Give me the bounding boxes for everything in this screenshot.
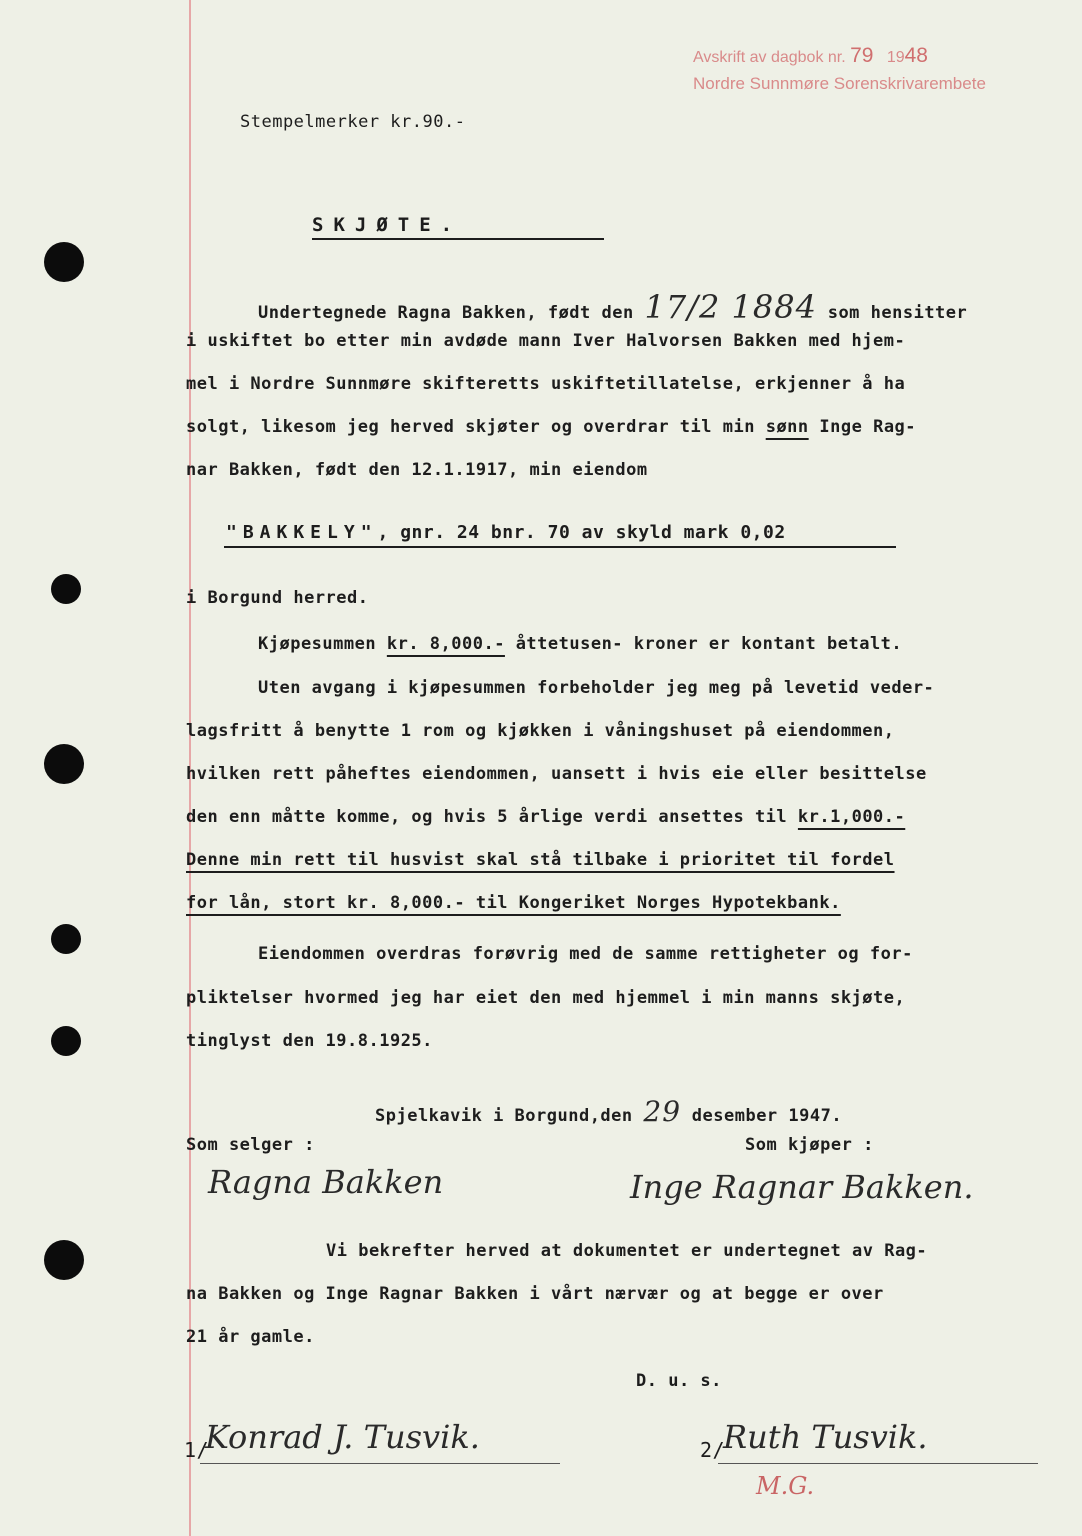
witness-line-3: 21 år gamle. [186,1327,315,1347]
body-line-2: i uskiftet bo etter min avdøde mann Iver Halvorsen Bakken med hjem- [186,331,906,351]
annual-value-amount: kr.1,000.- [797,807,906,827]
witness-line-2: na Bakken og Inge Ragnar Bakken i vårt nærvær og at begge er over [186,1284,884,1304]
body-line-14: for lån, stort kr. 8,000.- til Kongeriket Norges Hypotekbank. [186,893,841,913]
body-line-9: Uten avgang i kjøpesummen forbeholder jeg meg på levetid veder- [258,678,935,698]
punch-hole [44,744,84,784]
punch-hole [51,574,81,604]
registry-stamp [693,44,928,68]
witness-1-signature: Konrad J. Tusvik. [205,1418,480,1456]
stamp-year-prefix: 19 [886,49,905,66]
body-line-11: hvilken rett påheftes eiendommen, uansett i hvis eie eller besittelse [186,764,927,784]
purchase-amount: kr. 8,000.- [386,634,505,654]
body-line-4: solgt, likesom jeg herved skjøter og overdrar til min sønn Inge Rag- [186,417,917,437]
property-name: "BAKKELY" [226,522,378,543]
buyer-signature: Inge Ragnar Bakken. [630,1168,974,1206]
body-line-5: nar Bakken, født den 12.1.1917, min eiendom [186,460,648,480]
stamp-prefix: Avskrift av dagbok nr. [693,49,846,66]
property-underline [224,546,896,548]
witness-2-signature: Ruth Tusvik. [723,1418,928,1456]
witness-2-line [718,1463,1038,1464]
body-line-1: Undertegnede Ragna Bakken, født den 17/2 1884 som hensitter [258,288,968,326]
handwritten-day: 29 [643,1095,682,1128]
seller-signature: Ragna Bakken [208,1163,444,1201]
document-title: SKJØTE. [312,214,604,240]
punch-hole [44,1240,84,1280]
seller-label: Som selger : [186,1135,315,1155]
body-line-12: den enn måtte komme, og hvis 5 årlige verdi ansettes til kr.1,000.- [186,807,906,827]
stamp-number: 79 [850,44,874,67]
body-line-10: lagsfritt å benytte 1 rom og kjøkken i våningshuset på eiendommen, [186,721,895,741]
place-date-line: Spjelkavik i Borgund,den 29 desember 1947. [375,1095,843,1128]
body-line-13: Denne min rett til husvist skal stå tilbake i prioritet til fordel [186,850,895,870]
witness-1-number: 1/ [184,1438,210,1462]
underlined-son: sønn [765,417,809,437]
dus-line: D. u. s. [636,1371,722,1391]
buyer-label: Som kjøper : [745,1135,874,1155]
clerk-initials: M.G. [756,1472,815,1500]
stempelmerker: Stempelmerker kr.90.- [240,112,466,132]
body-line-17: tinglyst den 19.8.1925. [186,1031,433,1051]
punch-hole [51,924,81,954]
punch-hole [51,1026,81,1056]
punch-hole [44,242,84,282]
body-line-7: i Borgund herred. [186,588,369,608]
body-line-3: mel i Nordre Sunnmøre skifteretts uskiftetillatelse, erkjenner å ha [186,374,906,394]
stamp-office: Nordre Sunnmøre Sorenskrivarembete [693,74,986,93]
stamp-year: 48 [904,44,928,67]
handwritten-birthdate: 17/2 1884 [644,288,817,326]
property-line [226,522,786,543]
property-details: , gnr. 24 bnr. 70 av skyld mark 0,02 [377,522,786,543]
body-line-8: Kjøpesummen kr. 8,000.- åttetusen- kroner er kontant betalt. [258,634,903,654]
body-line-16: pliktelser hvormed jeg har eiet den med hjemmel i min manns skjøte, [186,988,906,1008]
witness-line-1: Vi bekrefter herved at dokumentet er undertegnet av Rag- [326,1241,928,1261]
witness-2-number: 2/ [700,1438,726,1462]
witness-1-line [200,1463,560,1464]
body-line-15: Eiendommen overdras forøvrig med de samme rettigheter og for- [258,944,913,964]
